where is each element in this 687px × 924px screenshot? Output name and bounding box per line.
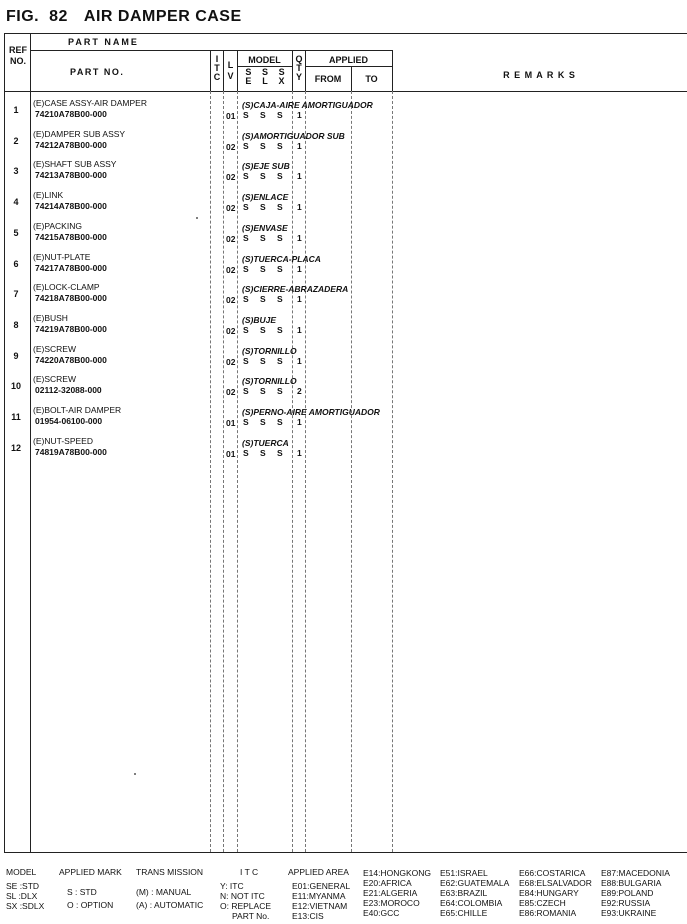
legend-area-col4 — [519, 868, 592, 918]
row-model-sl: S — [260, 447, 266, 458]
row-ref-no: 9 — [13, 350, 19, 361]
row-model-se: S — [243, 324, 249, 335]
figure-name: AIR DAMPER CASE — [83, 8, 242, 25]
col-dash-partno — [210, 91, 211, 852]
row-model-sx: S — [277, 171, 283, 182]
header-model: MODEL — [248, 55, 281, 65]
legend-mark-option: O : OPTION — [67, 900, 114, 910]
header-itc-t: T — [214, 63, 220, 73]
header-ref-no — [7, 45, 29, 67]
row-part-name: (E)SCREW — [33, 374, 76, 385]
row-model-sx: S — [277, 386, 283, 397]
row-part-name: (E)SHAFT SUB ASSY — [33, 159, 117, 170]
row-spanish-name: (S)AMORTIGUADOR SUB — [242, 130, 345, 141]
legend-area-e89: E89:POLAND — [601, 888, 654, 898]
header-itc — [211, 55, 223, 82]
header-ref-line1: REF — [9, 45, 27, 55]
row-ref-no: 8 — [13, 319, 19, 330]
legend-area-col2 — [363, 868, 431, 918]
row-qty: 1 — [297, 232, 302, 243]
legend-area-e12: E12:VIETNAM — [292, 901, 348, 911]
row-model-se: S — [243, 171, 249, 182]
legend-area-e88: E88:BULGARIA — [601, 878, 662, 888]
legend-area-e84: E84:HUNGARY — [519, 888, 579, 898]
header-lv-v: V — [227, 71, 234, 81]
header-model-sx-x: X — [278, 76, 285, 86]
legend-area-e11: E11:MYANMA — [292, 891, 346, 901]
row-model-se: S — [243, 263, 249, 274]
row-model-sl: S — [260, 171, 266, 182]
row-part-name: (E)PACKING — [33, 220, 82, 231]
legend-area-e92: E92:RUSSIA — [601, 898, 651, 908]
col-dash-to — [392, 91, 393, 852]
legend-area-title: APPLIED AREA — [288, 867, 349, 877]
figure-label: FIG. — [6, 8, 40, 25]
row-model-se: S — [243, 202, 249, 213]
row-ref-no: 10 — [10, 381, 21, 392]
row-ref-no: 7 — [13, 289, 19, 300]
row-model-se: S — [243, 355, 249, 366]
legend-model-se: SE :STD — [6, 881, 40, 891]
legend-applied-mark-list — [67, 886, 113, 912]
row-model-sx: S — [277, 355, 283, 366]
row-qty: 1 — [297, 171, 302, 182]
row-qty: 1 — [297, 263, 302, 274]
row-part-no: 01954-06100-000 — [35, 416, 103, 426]
header-rule-applied — [305, 66, 392, 67]
row-model-sx: S — [277, 232, 283, 243]
legend-model-sl: SL :DLX — [6, 891, 38, 901]
row-ref-no: 6 — [13, 258, 19, 269]
legend-area-e23: E23:MOROCO — [363, 898, 420, 908]
legend-itc-y: Y: ITC — [220, 881, 244, 891]
row-part-name: (E)DAMPER SUB ASSY — [33, 128, 126, 139]
row-model-se: S — [243, 110, 249, 120]
row-model-sl: S — [260, 110, 266, 120]
legend-transmission-list — [136, 886, 203, 912]
row-lv: 02 — [226, 141, 236, 152]
row-spanish-name: (S)PERNO-AIRE AMORTIGUADOR — [242, 407, 380, 417]
legend-itc-partno: PART No. — [232, 911, 270, 921]
col-dash-lv — [237, 91, 238, 852]
header-to: TO — [365, 74, 378, 84]
row-part-name: (E)NUT-PLATE — [33, 251, 91, 262]
legend-area-e13: E13:CIS — [292, 911, 324, 921]
row-ref-no: 3 — [13, 166, 19, 177]
legend-area-col5 — [601, 868, 670, 918]
row-model-sl: S — [260, 140, 266, 151]
row-qty: 1 — [297, 447, 302, 458]
header-qty-y: Y — [295, 72, 302, 82]
row-lv: 01 — [226, 448, 236, 459]
header-model-codes — [240, 68, 290, 86]
legend-applied-mark-title: APPLIED MARK — [59, 867, 122, 877]
row-lv: 02 — [226, 387, 236, 398]
row-spanish-name: (S)ENLACE — [242, 192, 289, 203]
legend-area-e62: E62:GUATEMALA — [440, 878, 510, 888]
legend-area-e64: E64:COLOMBIA — [440, 898, 503, 908]
row-model-sl: S — [260, 263, 266, 274]
legend-transmission-title: TRANS MISSION — [136, 867, 204, 877]
legend-area-e51: E51:ISRAEL — [440, 868, 488, 878]
col-dash-model — [292, 91, 293, 852]
header-model-se-e: E — [245, 76, 252, 86]
row-qty: 1 — [297, 324, 302, 335]
row-ref-no: 1 — [13, 105, 19, 115]
legend-area-col1 — [292, 881, 350, 921]
row-model-sx: S — [277, 140, 283, 151]
scan-speck — [196, 217, 198, 219]
row-model-sl: S — [260, 232, 266, 243]
header-bottom-border — [4, 91, 687, 92]
row-lv: 02 — [226, 295, 236, 306]
header-part-name: PART NAME — [68, 37, 139, 47]
row-ref-no: 12 — [10, 442, 21, 453]
row-qty: 1 — [297, 202, 302, 213]
legend-area-e66: E66:COSTARICA — [519, 868, 586, 878]
row-part-no: 74218A78B00-000 — [35, 293, 107, 304]
legend-area-e01: E01:GENERAL — [292, 881, 351, 891]
header-model-sx-s: S — [278, 67, 285, 77]
header-qty-q: Q — [295, 54, 303, 64]
row-ref-no: 11 — [11, 412, 21, 422]
row-part-no: 74219A78B00-000 — [35, 323, 107, 334]
legend-area-col3 — [440, 868, 509, 918]
row-model-sx: S — [277, 324, 283, 335]
row-spanish-name: (S)TUERCA — [242, 437, 289, 448]
figure-number: 82 — [49, 8, 68, 25]
row-lv: 02 — [226, 203, 236, 214]
row-part-name: (E)SCREW — [33, 343, 76, 354]
row-part-name: (E)LOCK-CLAMP — [33, 282, 100, 293]
row-model-se: S — [243, 232, 249, 243]
header-ref-line2: NO. — [9, 56, 26, 66]
header-from: FROM — [314, 74, 342, 84]
row-model-sx: S — [277, 417, 283, 427]
row-part-name: (E)LINK — [33, 190, 64, 201]
header-model-se-s: S — [245, 67, 252, 77]
row-model-se: S — [243, 417, 249, 427]
row-model-sl: S — [260, 386, 266, 397]
legend-area-e20: E20:AFRICA — [363, 878, 412, 888]
row-part-name: (E)NUT-SPEED — [33, 435, 93, 446]
header-part-no: PART NO. — [70, 67, 125, 77]
header-lv — [224, 60, 237, 82]
legend-area-e93: E93:UKRAINE — [601, 908, 657, 918]
legend-itc-o: O: REPLACE — [220, 901, 272, 911]
legend-model-list — [6, 881, 44, 911]
header-lv-l: L — [227, 60, 234, 70]
table-top-border — [4, 33, 687, 34]
row-spanish-name: (S)CIERRE-ABRAZADERA — [242, 284, 349, 295]
legend-area-e65: E65:CHILLE — [440, 908, 488, 918]
header-itc-i: I — [215, 54, 219, 64]
row-spanish-name: (S)TUERCA-PLACA — [242, 253, 321, 264]
header-qty — [293, 55, 305, 82]
header-qty-t: T — [296, 63, 302, 73]
row-qty: 1 — [297, 110, 302, 120]
figure-title — [6, 8, 242, 26]
row-model-se: S — [243, 447, 249, 458]
row-qty: 1 — [297, 355, 302, 366]
row-lv: 02 — [226, 233, 236, 244]
row-model-sl: S — [260, 417, 266, 427]
row-part-no: 74210A78B00-000 — [35, 109, 107, 119]
scan-speck — [134, 773, 136, 775]
col-dash-from — [351, 91, 352, 852]
row-model-sl: S — [260, 294, 266, 305]
col-line-ref — [30, 33, 31, 852]
row-spanish-name: (S)ENVASE — [242, 222, 288, 233]
legend-model-title: MODEL — [6, 867, 37, 877]
row-lv: 01 — [226, 111, 236, 121]
row-part-no: 02112-32088-000 — [35, 385, 102, 396]
row-spanish-name: (S)CAJA-AIRE AMORTIGUADOR — [242, 100, 373, 110]
row-model-se: S — [243, 140, 249, 151]
row-part-no: 74819A78B00-000 — [35, 446, 107, 457]
row-model-se: S — [243, 294, 249, 305]
row-model-sl: S — [260, 202, 266, 213]
row-part-name: (E)BOLT-AIR DAMPER — [33, 405, 122, 415]
row-qty: 1 — [297, 417, 302, 427]
row-model-sl: S — [260, 355, 266, 366]
row-ref-no: 5 — [13, 227, 19, 238]
table-left-border — [4, 33, 5, 852]
row-part-no: 74220A78B00-000 — [35, 354, 107, 365]
header-remarks: R E M A R K S — [503, 70, 576, 80]
row-qty: 1 — [297, 294, 302, 305]
row-model-sx: S — [277, 447, 283, 458]
header-applied: APPLIED — [328, 55, 368, 65]
row-lv: 02 — [226, 356, 236, 367]
row-qty: 2 — [297, 386, 302, 397]
row-qty: 1 — [297, 140, 302, 151]
row-part-no: 74212A78B00-000 — [35, 139, 107, 150]
row-model-sl: S — [260, 324, 266, 335]
legend-area-e68: E68:ELSALVADOR — [519, 878, 592, 888]
row-lv: 02 — [226, 325, 236, 336]
row-part-name: (E)BUSH — [33, 312, 68, 323]
row-model-sx: S — [277, 202, 283, 213]
legend-area-e86: E86:ROMANIA — [519, 908, 577, 918]
legend-model-sx: SX :SDLX — [6, 901, 45, 911]
row-spanish-name: (S)BUJE — [242, 314, 277, 325]
legend-mark-std: S : STD — [67, 887, 97, 897]
legend-area-e14: E14:HONGKONG — [363, 868, 432, 878]
header-rule-partname — [30, 50, 392, 51]
col-dash-qty — [305, 91, 306, 852]
legend-itc-list — [220, 881, 271, 921]
row-model-sx: S — [277, 263, 283, 274]
row-model-se: S — [243, 386, 249, 397]
row-part-no: 74213A78B00-000 — [35, 170, 107, 181]
header-model-sl-s: S — [261, 67, 268, 77]
legend-trans-manual: (M) : MANUAL — [136, 887, 192, 897]
row-model-sx: S — [277, 294, 283, 305]
legend-itc-title: I T C — [240, 867, 259, 877]
header-model-sl-l: L — [262, 76, 268, 86]
row-spanish-name: (S)EJE SUB — [242, 161, 290, 172]
row-part-name: (E)CASE ASSY-AIR DAMPER — [33, 98, 147, 108]
legend-area-e87: E87:MACEDONIA — [601, 868, 670, 878]
table-bottom-border — [4, 852, 687, 853]
legend-area-e40: E40:GCC — [363, 908, 400, 918]
row-lv: 02 — [226, 172, 236, 183]
legend-area-e21: E21:ALGERIA — [363, 888, 418, 898]
row-lv: 01 — [226, 418, 236, 428]
row-spanish-name: (S)TORNILLO — [242, 376, 297, 387]
legend-area-e63: E63:BRAZIL — [440, 888, 488, 898]
row-part-no: 74214A78B00-000 — [35, 201, 107, 212]
row-spanish-name: (S)TORNILLO — [242, 345, 297, 356]
row-ref-no: 4 — [13, 197, 19, 208]
legend-itc-n: N: NOT ITC — [220, 891, 265, 901]
row-part-no: 74215A78B00-000 — [35, 231, 107, 242]
row-ref-no: 2 — [13, 135, 19, 146]
row-lv: 02 — [226, 264, 236, 275]
row-part-no: 74217A78B00-000 — [35, 262, 107, 273]
row-model-sx: S — [277, 110, 283, 120]
header-itc-c: C — [213, 72, 221, 82]
legend-trans-automatic: (A) : AUTOMATIC — [136, 900, 204, 910]
legend-area-e85: E85:CZECH — [519, 898, 566, 908]
col-dash-itc — [223, 91, 224, 852]
